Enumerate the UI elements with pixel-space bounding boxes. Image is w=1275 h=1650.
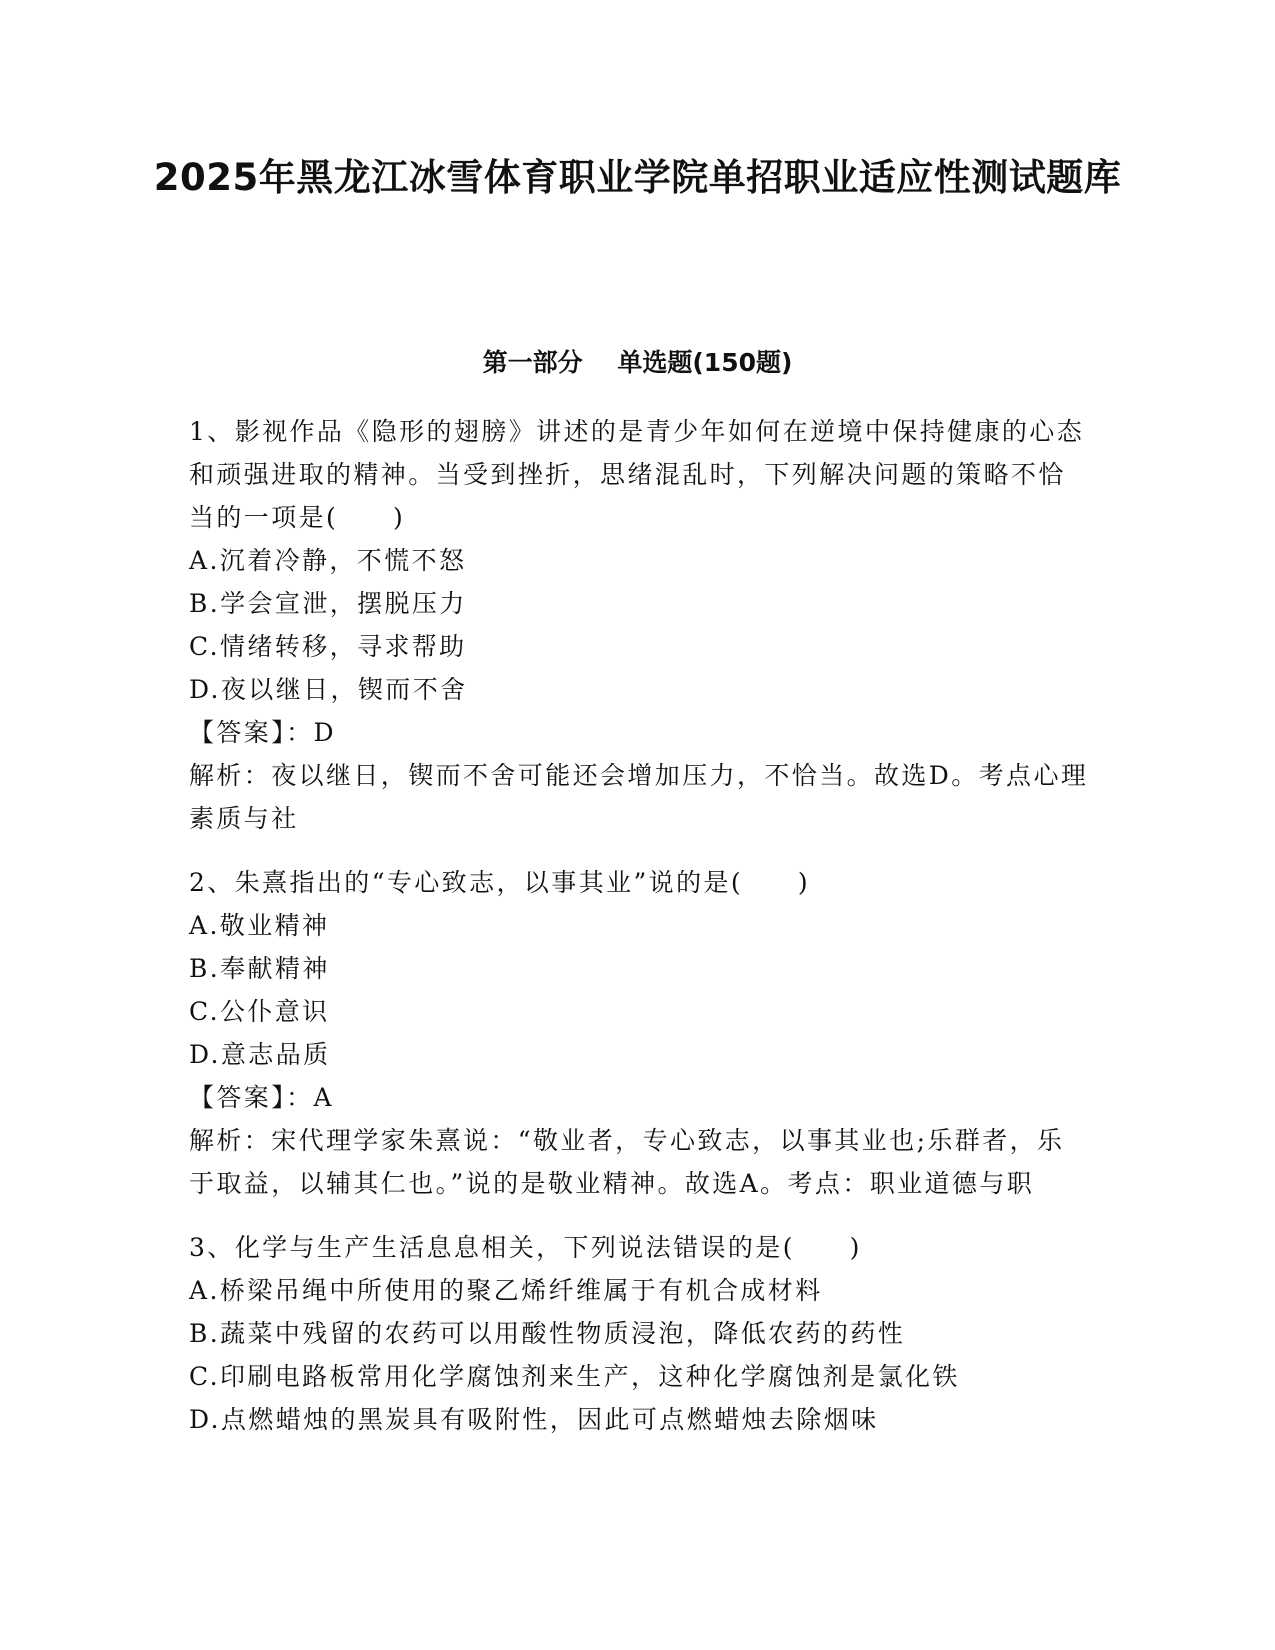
option-d: D.意志品质 xyxy=(189,1040,331,1069)
option-a: A.敬业精神 xyxy=(189,911,330,940)
option-a: A.桥梁吊绳中所使用的聚乙烯纤维属于有机合成材料 xyxy=(189,1276,823,1305)
option-c: C.印刷电路板常用化学腐蚀剂来生产，这种化学腐蚀剂是氯化铁 xyxy=(189,1362,960,1391)
option-d: D.夜以继日，锲而不舍 xyxy=(189,675,468,704)
question-2 xyxy=(189,861,1089,1205)
section-title: 第一部分 单选题(150题) xyxy=(482,348,793,377)
explanation: 解析：夜以继日，锲而不舍可能还会增加压力，不恰当。故选D。考点心理素质与社 xyxy=(189,761,1089,833)
question-stem: 3、化学与生产生活息息相关，下列说法错误的是( ) xyxy=(189,1233,862,1262)
document-title: 2025年黑龙江冰雪体育职业学院单招职业适应性测试题库 xyxy=(153,156,1122,199)
question-stem: 2、朱熹指出的“专心致志，以事其业”说的是( ) xyxy=(189,868,810,897)
question-list xyxy=(189,410,1089,1462)
question-stem: 1、影视作品《隐形的翅膀》讲述的是青少年如何在逆境中保持健康的心态和顽强进取的精神。当受到挫折，思绪混乱时，下列解决问题的策略不恰当的一项是( ) xyxy=(189,417,1085,532)
option-d: D.点燃蜡烛的黑炭具有吸附性，因此可点燃蜡烛去除烟味 xyxy=(189,1405,879,1434)
option-b: B.奉献精神 xyxy=(189,954,330,983)
option-c: C.情绪转移，寻求帮助 xyxy=(189,632,467,661)
explanation: 解析：宋代理学家朱熹说：“敬业者，专心致志，以事其业也;乐群者，乐于取益，以辅其仁也。”说的是敬业精神。故选A。考点：职业道德与职 xyxy=(189,1126,1065,1198)
option-c: C.公仆意识 xyxy=(189,997,330,1026)
answer-line: 【答案】：A xyxy=(189,1083,334,1112)
question-3 xyxy=(189,1226,1089,1441)
option-b: B.蔬菜中残留的农药可以用酸性物质浸泡，降低农药的药性 xyxy=(189,1319,906,1348)
option-a: A.沉着冷静，不慌不怒 xyxy=(189,546,467,575)
question-1 xyxy=(189,410,1089,840)
option-b: B.学会宣泄，摆脱压力 xyxy=(189,589,467,618)
answer-line: 【答案】：D xyxy=(189,718,336,747)
